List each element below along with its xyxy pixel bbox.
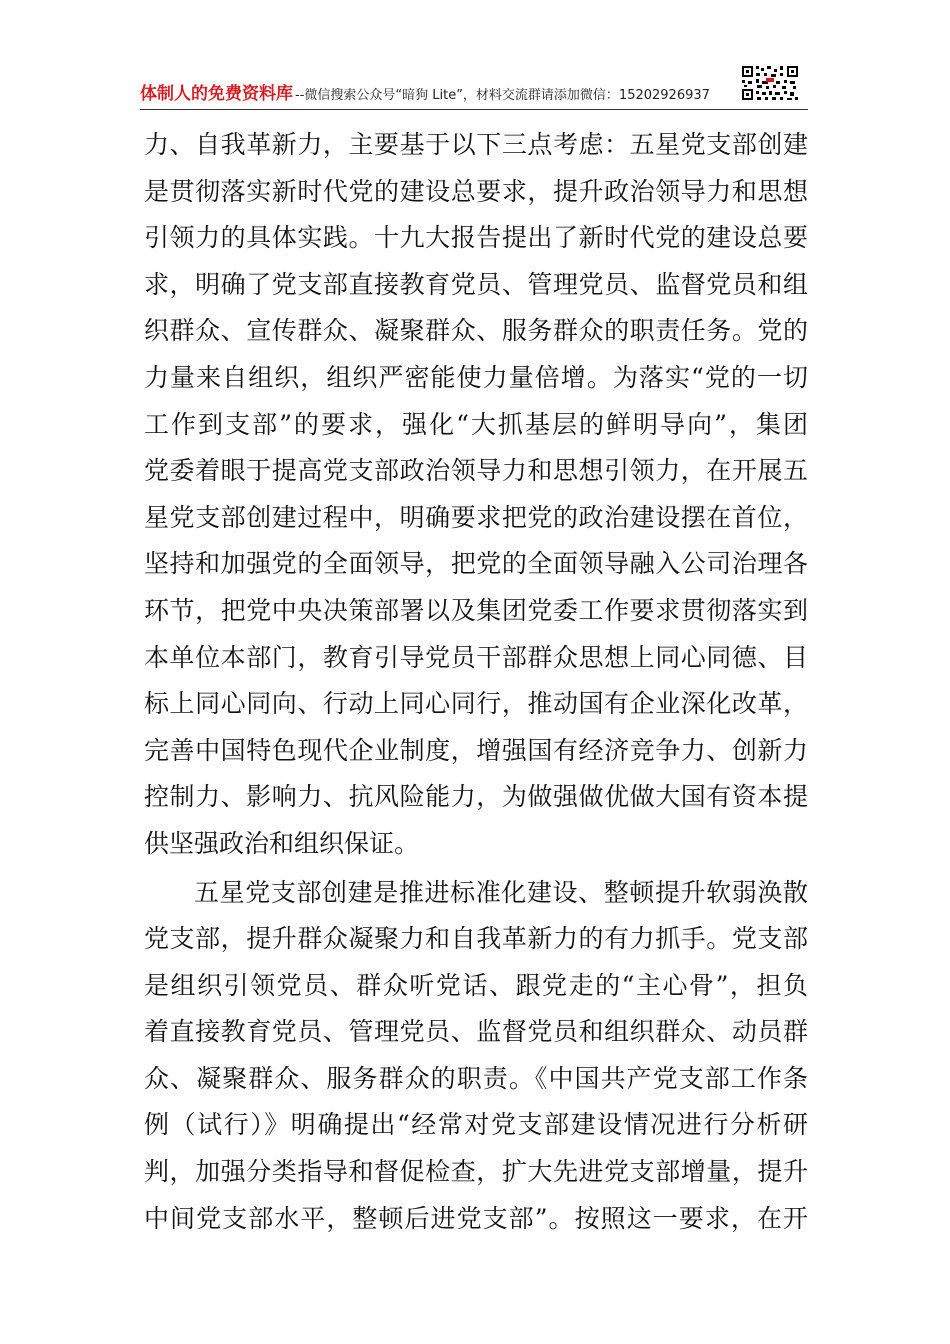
text-line: 环节，把党中央决策部署以及集团党委工作要求贯彻落实到 (144, 595, 808, 625)
paragraph-1 (144, 122, 808, 868)
header-text (140, 79, 710, 104)
text-line: 力量来自组织，组织严密能使力量倍增。为落实“党的一切 (144, 362, 808, 392)
text-line: 引领力的具体实践。十九大报告提出了新时代党的建设总要 (144, 223, 808, 253)
header-brand: 体制人的免费资料库 (140, 84, 293, 104)
body-text (144, 122, 808, 1242)
paragraph-2 (144, 870, 808, 1243)
text-line: 标上同心同向、行动上同心同行，推动国有企业深化改革， (144, 689, 808, 719)
header-subtitle: --微信搜索公众号“暗狗 Lite”，材料交流群请添加微信：15202926937 (295, 88, 710, 103)
text-line: 力、自我革新力，主要基于以下三点考虑：五星党支部创建 (144, 130, 808, 159)
text-line: 五星党支部创建是推进标准化建设、整顿提升软弱涣散 (194, 877, 808, 907)
text-line: 控制力、影响力、抗风险能力，为做强做优做大国有资本提 (144, 782, 808, 812)
text-line: 织群众、宣传群众、凝聚群众、服务群众的职责任务。党的 (144, 316, 808, 346)
page-header (140, 64, 808, 110)
text-line: 完善中国特色现代企业制度，增强国有经济竞争力、创新力 (144, 735, 808, 765)
text-line: 判，加强分类指导和督促检查，扩大先进党支部增量，提升 (144, 1157, 808, 1187)
text-line: 工作到支部”的要求，强化“大抓基层的鲜明导向”，集团 (144, 409, 808, 439)
text-line: 例（试行）》明确提出“经常对党支部建设情况进行分析研 (144, 1110, 808, 1140)
text-line: 众、凝聚群众、服务群众的职责。《中国共产党支部工作条 (144, 1063, 808, 1093)
qr-code-icon (740, 64, 800, 102)
text-line: 党支部，提升群众凝聚力和自我革新力的有力抓手。党支部 (144, 924, 808, 954)
text-line: 着直接教育党员、管理党员、监督党员和组织群众、动员群 (144, 1017, 808, 1047)
text-line: 是组织引领党员、群众听党话、跟党走的“主心骨”，担负 (144, 970, 808, 1000)
header-divider (140, 109, 808, 110)
text-line: 本单位本部门，教育引导党员干部群众思想上同心同德、目 (144, 642, 808, 672)
text-line: 求，明确了党支部直接教育党员、管理党员、监督党员和组 (144, 269, 808, 299)
text-line: 坚持和加强党的全面领导，把党的全面领导融入公司治理各 (144, 549, 808, 579)
text-line: 星党支部创建过程中，明确要求把党的政治建设摆在首位， (144, 502, 808, 532)
text-line: 中间党支部水平，整顿后进党支部”。按照这一要求，在开 (144, 1203, 808, 1233)
text-line: 供坚强政治和组织保证。 (144, 828, 420, 858)
text-line: 党委着眼于提高党支部政治领导力和思想引领力，在开展五 (144, 456, 808, 486)
text-line: 是贯彻落实新时代党的建设总要求，提升政治领导力和思想 (144, 176, 808, 206)
